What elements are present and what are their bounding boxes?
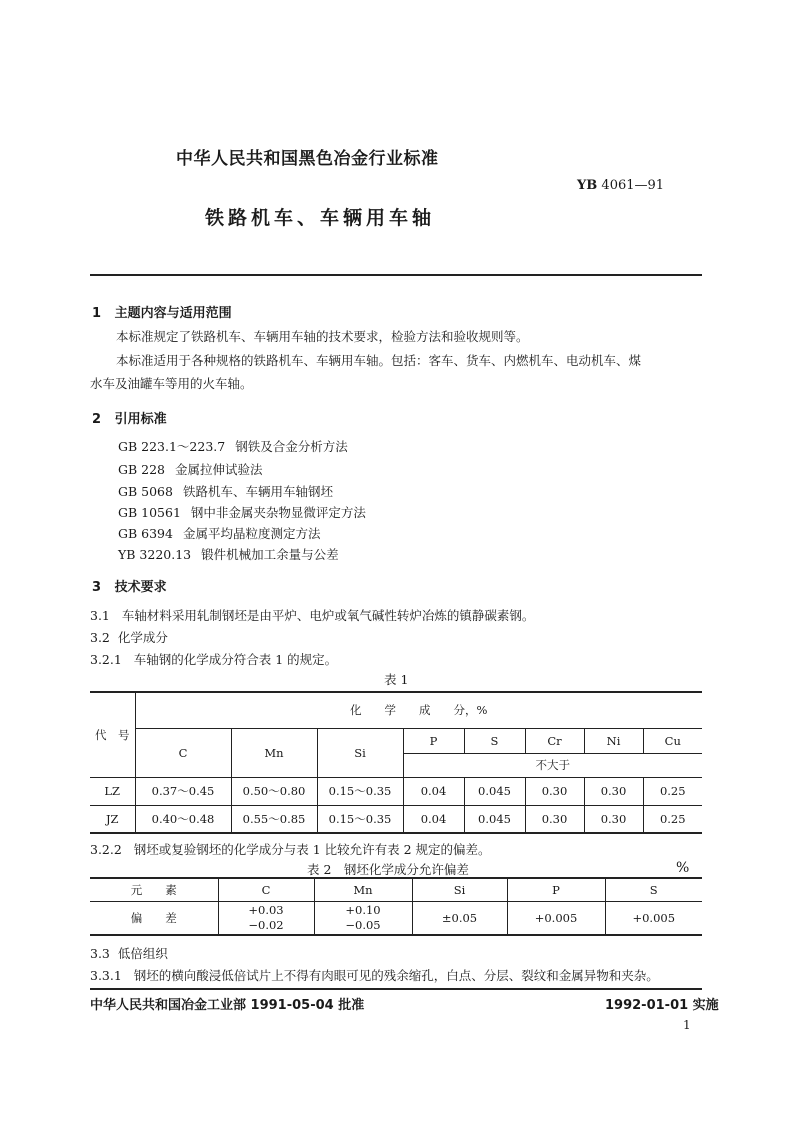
- reference-code: GB 223.1～223.7: [118, 439, 226, 454]
- element-label: 元 素: [90, 878, 218, 901]
- reference-code: YB 3220.13: [118, 547, 192, 562]
- reference-code: GB 10561: [118, 505, 181, 520]
- table-row: [90, 901, 702, 935]
- section-3-heading: [92, 576, 167, 595]
- table-row: [90, 805, 702, 833]
- cell: 0.045: [464, 777, 525, 805]
- composition-header: 化 学 成 分，%: [135, 692, 702, 728]
- reference-code: GB 228: [118, 462, 166, 477]
- clause-3-1: [90, 606, 534, 624]
- section-2-number: 2: [92, 412, 102, 427]
- column-header: Si: [317, 728, 403, 777]
- column-header: C: [218, 878, 314, 901]
- clause-3-3: [90, 944, 168, 962]
- cell: 0.37～0.45: [135, 777, 231, 805]
- column-header: Cr: [525, 728, 584, 753]
- clause-number: 3.2.1: [90, 652, 122, 667]
- clause-number: 3.3.1: [90, 968, 122, 983]
- column-header: S: [464, 728, 525, 753]
- table-1-caption: 表 1: [384, 672, 409, 687]
- cell: 0.045: [464, 805, 525, 833]
- cell-line: −0.02: [248, 917, 284, 932]
- row-code: LZ: [90, 777, 135, 805]
- section-2-title: 引用标准: [114, 412, 167, 427]
- clause-text: 钢坯或复验钢坯的化学成分与表 1 比较允许有表 2 规定的偏差。: [133, 842, 491, 857]
- cell-line: +0.03: [248, 902, 284, 917]
- column-header: Ni: [584, 728, 643, 753]
- cell-line: −0.05: [345, 917, 381, 932]
- cell: 0.04: [403, 777, 464, 805]
- reference-title: 铁路机车、车辆用车轴钢坯: [182, 484, 333, 499]
- clause-text: 钢坯的横向酸浸低倍试片上不得有肉眼可见的残余缩孔，白点、分层、裂纹和金属异物和夹杂。: [133, 968, 659, 983]
- table-1: [90, 691, 702, 834]
- clause-text: 车轴钢的化学成分符合表 1 的规定。: [133, 652, 338, 667]
- reference-item: [118, 482, 333, 500]
- section-2-heading: [92, 408, 167, 427]
- clause-number: 3.2: [90, 630, 110, 645]
- clause-3-3-1: [90, 966, 659, 984]
- column-header: Mn: [231, 728, 317, 777]
- table-2: [90, 877, 702, 936]
- cell-s-deviation: +0.005: [632, 910, 676, 925]
- row-code: JZ: [90, 805, 135, 833]
- reference-item: [118, 460, 263, 478]
- standard-code: 4061—91: [601, 178, 665, 193]
- reference-title: 钢中非金属夹杂物显微评定方法: [190, 505, 366, 520]
- cell-c-deviation: [218, 901, 314, 935]
- cell: 0.25: [659, 784, 686, 798]
- cell: 0.30: [525, 777, 584, 805]
- cell: 0.40～0.48: [135, 805, 231, 833]
- standard-prefix: YB: [577, 178, 598, 193]
- column-header: P: [507, 878, 605, 901]
- reference-item: [118, 437, 348, 455]
- code-header: 代 号: [90, 692, 135, 777]
- reference-title: 金属平均晶粒度测定方法: [182, 526, 321, 541]
- table-row: [90, 777, 702, 805]
- cell-p-deviation: +0.005: [507, 901, 605, 935]
- table-2-caption: 表 2 钢坯化学成分允许偏差: [307, 862, 469, 877]
- reference-title: 金属拉伸试验法: [175, 462, 263, 477]
- section-1-heading: [92, 302, 232, 321]
- footer-rule: [90, 988, 702, 990]
- clause-text: 化学成分: [117, 630, 168, 645]
- column-header: Cu: [643, 728, 702, 753]
- cell: 0.50～0.80: [231, 777, 317, 805]
- section-1-p1: 本标准规定了铁路机车、车辆用车轴的技术要求，检验方法和验收规则等。: [116, 329, 529, 344]
- table-2-unit: %: [676, 860, 690, 876]
- cell-mn-deviation: [314, 901, 412, 935]
- clause-number: 3.2.2: [90, 842, 122, 857]
- deviation-label: 偏 差: [90, 901, 218, 935]
- cell: 0.04: [403, 805, 464, 833]
- header-rule: [90, 274, 702, 276]
- cell: 0.55～0.85: [231, 805, 317, 833]
- issuer-title: 中华人民共和国黑色冶金行业标准: [176, 149, 439, 169]
- clause-number: 3.1: [90, 608, 110, 623]
- section-1-p2b: 水车及油罐车等用的火车轴。: [90, 376, 253, 391]
- clause-number: 3.3: [90, 946, 110, 961]
- page-number: 1: [683, 1018, 691, 1032]
- section-1-title: 主题内容与适用范围: [114, 306, 232, 321]
- cell-line: +0.10: [345, 902, 381, 917]
- cell: 0.15～0.35: [317, 805, 403, 833]
- section-3-number: 3: [92, 580, 102, 595]
- cell: 0.30: [584, 805, 643, 833]
- approval-note: 中华人民共和国冶金工业部 1991-05-04 批准: [90, 998, 365, 1013]
- reference-item: [118, 545, 339, 563]
- section-3-title: 技术要求: [114, 580, 167, 595]
- clause-3-2: [90, 628, 168, 646]
- reference-code: GB 5068: [118, 484, 173, 499]
- reference-code: GB 6394: [118, 526, 173, 541]
- reference-title: 锻件机械加工余量与公差: [201, 547, 339, 562]
- clause-text: 车轴材料采用轧制钢坯是由平炉、电炉或氧气碱性转炉冶炼的镇静碳素钢。: [121, 608, 535, 623]
- column-header: C: [135, 728, 231, 777]
- column-header: Mn: [314, 878, 412, 901]
- cell: 0.30: [584, 777, 643, 805]
- column-header: Si: [412, 878, 507, 901]
- section-1-number: 1: [92, 306, 102, 321]
- column-header: S: [605, 878, 702, 901]
- clause-text: 低倍组织: [117, 946, 168, 961]
- reference-title: 钢铁及合金分析方法: [235, 439, 348, 454]
- effective-date: 1992-01-01 实施: [605, 998, 719, 1013]
- cell: 0.30: [525, 805, 584, 833]
- clause-3-2-1: [90, 650, 337, 668]
- document-title: 铁路机车、车辆用车轴: [205, 207, 436, 229]
- clause-3-2-2: [90, 840, 491, 858]
- reference-item: [118, 503, 366, 521]
- limit-note: 不大于: [403, 753, 702, 777]
- standard-number: [577, 178, 664, 193]
- section-1-p2a: 本标准适用于各种规格的铁路机车、车辆用车轴。包括：客车、货车、内燃机车、电动机车、煤: [116, 353, 642, 368]
- reference-item: [118, 524, 320, 542]
- column-header: P: [403, 728, 464, 753]
- cell: 0.15～0.35: [317, 777, 403, 805]
- cell-si-deviation: ±0.05: [412, 901, 507, 935]
- cell: 0.25: [659, 811, 686, 826]
